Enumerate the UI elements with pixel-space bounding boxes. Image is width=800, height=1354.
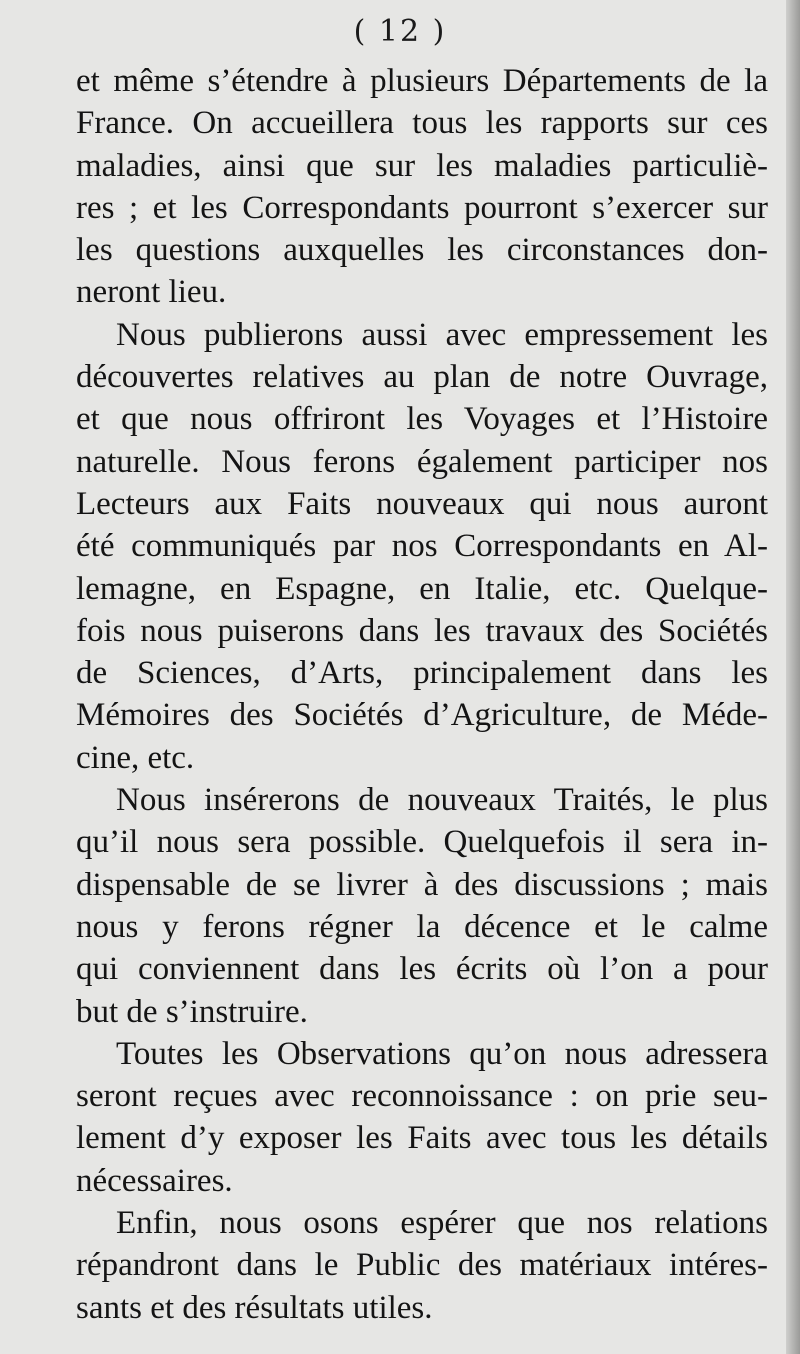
text-line: naturelle. Nous ferons également participer nos xyxy=(76,443,768,480)
page-number: ( 12 ) xyxy=(353,14,447,49)
paragraph-1 xyxy=(76,60,768,314)
text-line: et même s’étendre à plusieurs Départements de la xyxy=(76,63,768,99)
text-line: lemagne, en Espagne, en Italie, etc. Quelque- xyxy=(76,570,768,607)
page-edge-shadow xyxy=(786,0,800,1354)
text-line: été communiqués par nos Correspondants en Al- xyxy=(76,528,768,565)
text-line: res ; et les Correspondants pourront s’exercer sur xyxy=(76,189,768,226)
body-text xyxy=(76,60,768,1329)
text-line: sants et des résultats utiles. xyxy=(76,1289,433,1326)
paragraph-2 xyxy=(76,314,768,779)
text-line: neront lieu. xyxy=(76,274,227,311)
text-line: dispensable de se livrer à des discussions ; mais xyxy=(76,866,768,903)
text-line: nous y ferons régner la décence et le calme xyxy=(76,908,768,945)
text-line: Nous publierons aussi avec empressement les xyxy=(116,316,768,353)
text-line: seront reçues avec reconnoissance : on prie seu- xyxy=(76,1078,768,1115)
text-line: Lecteurs aux Faits nouveaux qui nous auront xyxy=(76,485,768,522)
text-line: les questions auxquelles les circonstances don- xyxy=(76,232,768,269)
text-line: qui conviennent dans les écrits où l’on a pour xyxy=(76,951,768,988)
text-line: fois nous puiserons dans les travaux des Sociétés xyxy=(76,612,768,649)
text-line: Toutes les Observations qu’on nous adressera xyxy=(116,1035,768,1072)
text-line: Mémoires des Sociétés d’Agriculture, de Méde- xyxy=(76,697,768,734)
text-line: Enfin, nous osons espérer que nos relations xyxy=(116,1205,768,1242)
text-line: qu’il nous sera possible. Quelquefois il sera in- xyxy=(76,824,768,861)
text-line: lement d’y exposer les Faits avec tous les détails xyxy=(76,1120,768,1157)
text-line: répandront dans le Public des matériaux intéres- xyxy=(76,1247,768,1284)
paragraph-4 xyxy=(76,1033,768,1202)
text-line: maladies, ainsi que sur les maladies particuliè- xyxy=(76,147,768,184)
text-line: cine, etc. xyxy=(76,739,195,776)
text-line: Nous insérerons de nouveaux Traités, le plus xyxy=(116,782,768,819)
paragraph-3 xyxy=(76,779,768,1033)
text-line: France. On accueillera tous les rapports sur ces xyxy=(76,105,768,142)
text-line: et que nous offriront les Voyages et l’Histoire xyxy=(76,401,768,438)
text-line: de Sciences, d’Arts, principalement dans les xyxy=(76,655,768,692)
text-line: but de s’instruire. xyxy=(76,993,308,1030)
text-line: nécessaires. xyxy=(76,1162,233,1199)
text-line: découvertes relatives au plan de notre Ouvrage, xyxy=(76,359,768,396)
paragraph-5 xyxy=(76,1202,768,1329)
